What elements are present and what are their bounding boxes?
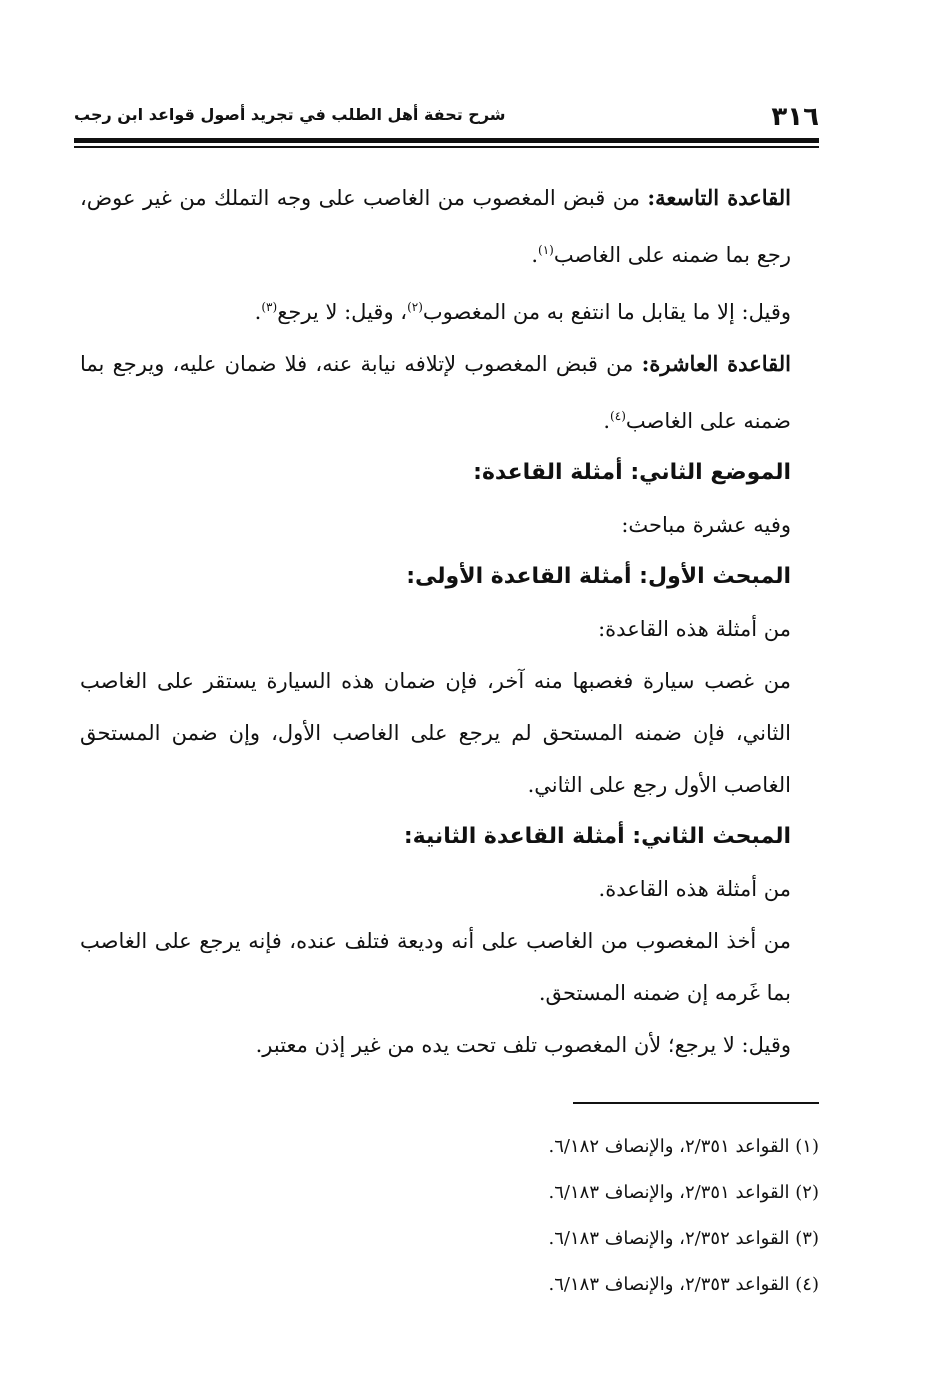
page-number: ٣١٦ — [771, 102, 819, 132]
subsection-heading-first: المبحث الأول: أمثلة القاعدة الأولى: — [406, 564, 791, 589]
rule-nine-label: القاعدة التاسعة: — [647, 185, 791, 210]
rule-ten-text: من قبض المغصوب لإتلافه نيابة عنه، فلا ضمان عليه، ويرجع بما ضمنه على الغاصب — [80, 352, 791, 433]
paragraph-rule-nine-alt — [80, 281, 791, 338]
main-text — [80, 172, 791, 1071]
paragraph-rule-ten — [80, 338, 791, 447]
examples-intro-second: من أمثلة هذه القاعدة. — [598, 877, 791, 901]
rule-ten-end: . — [603, 409, 611, 433]
footnote-mark-1: (١) — [538, 243, 554, 257]
section-heading-examples: الموضع الثاني: أمثلة القاعدة: — [473, 460, 791, 485]
subsection-heading-second: المبحث الثاني: أمثلة القاعدة الثانية: — [403, 824, 791, 849]
footnote-separator — [573, 1102, 819, 1104]
rule-ten-label: القاعدة العاشرة: — [641, 351, 791, 376]
footnote-mark-3: (٣) — [261, 300, 278, 314]
footnote-2: (٢) القواعد ٢/٣٥١، والإنصاف ٦/١٨٣. — [548, 1182, 819, 1203]
footnotes — [200, 1124, 819, 1308]
footnote-mark-4: (٤) — [610, 409, 626, 423]
header-rule-secondary — [74, 146, 819, 148]
page-header — [74, 92, 819, 132]
running-title: شرح تحفة أهل الطلب في تجريد أصول قواعد ابن رجب — [74, 105, 506, 124]
rule-nine-text: من قبض المغصوب من الغاصب على وجه التملك من غير عوض، رجع بما ضمنه على الغاصب — [80, 186, 791, 267]
example-second: من أخذ المغصوب من الغاصب على أنه وديعة فتلف عنده، فإنه يرجع على الغاصب بما غَرمه إن ضمنه المستحق. — [80, 929, 791, 1005]
alt-opinion-b: ، وقيل: لا يرجع — [277, 300, 408, 324]
header-rule — [74, 138, 819, 143]
example-first: من غصب سيارة فغصبها منه آخر، فإن ضمان هذه السيارة يستقر على الغاصب الثاني، فإن ضمنه المستحق لم يرجع على الغاصب الأول، وإن ضمن المستحق الغاصب الأول رجع على الثاني. — [80, 669, 792, 797]
footnote-1: (١) القواعد ٢/٣٥١، والإنصاف ٦/١٨٢. — [548, 1136, 819, 1157]
examples-intro-first: من أمثلة هذه القاعدة: — [598, 617, 791, 641]
rule-nine-end: . — [531, 243, 539, 267]
footnote-3: (٣) القواعد ٢/٣٥٢، والإنصاف ٦/١٨٣. — [548, 1228, 819, 1249]
alt-opinion-end: . — [254, 300, 262, 324]
section-intro: وفيه عشرة مباحث: — [621, 513, 791, 537]
footnote-mark-2: (٢) — [407, 300, 423, 314]
paragraph-rule-nine — [80, 172, 791, 281]
alt-opinion-a: وقيل: إلا ما يقابل ما انتفع به من المغصوب — [422, 300, 791, 324]
example-second-alt: وقيل: لا يرجع؛ لأن المغصوب تلف تحت يده من غير إذن معتبر. — [255, 1033, 791, 1057]
footnote-4: (٤) القواعد ٢/٣٥٣، والإنصاف ٦/١٨٣. — [548, 1274, 819, 1295]
